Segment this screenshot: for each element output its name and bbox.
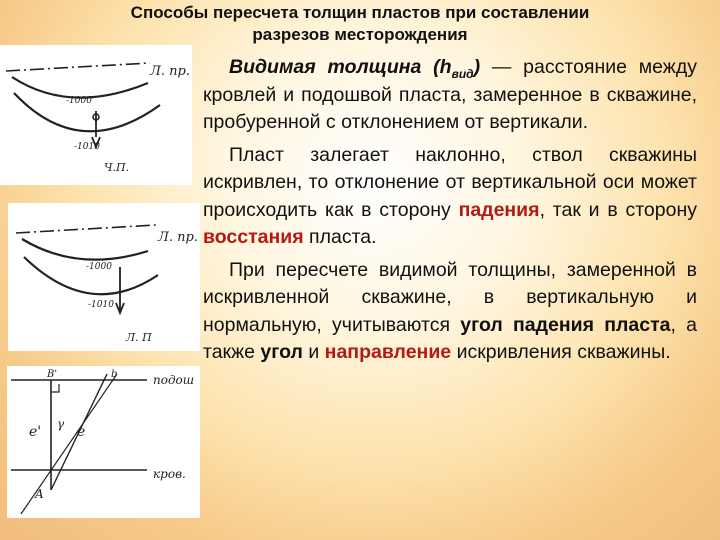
term-apparent-thickness: Видимая толщина (h <box>229 56 452 78</box>
label-l: e <box>77 424 86 440</box>
isoline-upper-label: -1000 <box>66 96 92 106</box>
text-segment: При пересчете видимой толщины, замеренной в искривленной скважине, в вертикальную и нормальную, учитываются <box>203 258 697 336</box>
highlight-angle: угол <box>260 341 303 363</box>
roof-line <box>16 225 156 233</box>
slide-title <box>60 2 660 46</box>
point-b: b <box>111 369 118 380</box>
roof-label: подош <box>153 373 195 387</box>
figure-1-drawing <box>0 45 192 185</box>
paragraph-recalculation <box>203 257 697 367</box>
figure-3-drawing <box>7 366 200 518</box>
label-gamma: γ <box>57 417 65 431</box>
definition-text: — расстояние между кровлей и подошвой пласта, замеренное в скважине, пробуренной с отклонением от вертикали. <box>203 56 697 133</box>
term-subscript: вид <box>451 66 474 81</box>
right-angle-mark <box>51 384 59 392</box>
figure-thickness-geometry <box>7 366 200 518</box>
isoline-upper <box>22 239 148 260</box>
base-label: Л. П <box>126 331 152 344</box>
text-segment: и <box>302 341 325 363</box>
highlight-rise: восстания <box>203 226 304 248</box>
base-label: кров. <box>153 467 186 481</box>
title-line-1: Способы пересчета толщин пластов при составлении <box>130 3 590 22</box>
term-close: ) <box>473 56 481 78</box>
highlight-dip-angle: угол падения пласта <box>460 313 671 336</box>
text-segment: пласта. <box>303 226 377 248</box>
label-l-prime: e' <box>29 424 42 440</box>
figure-deviated-well-2 <box>8 203 200 351</box>
paragraph-apparent-thickness <box>203 54 697 137</box>
roof-label: Л. пр. <box>158 230 198 245</box>
roof-line <box>6 63 150 71</box>
base-label: Ч.П. <box>104 161 130 174</box>
point-b-prime: B' <box>47 369 58 380</box>
text-segment: , а также <box>203 313 697 363</box>
point-a: A <box>35 487 44 501</box>
paragraph-inclined-layer <box>203 142 697 252</box>
figure-deviated-well-1 <box>0 45 192 185</box>
text-segment: искривления скважины. <box>451 341 671 363</box>
highlight-direction: направление <box>324 341 452 363</box>
main-text <box>203 54 697 372</box>
isoline-upper-label: -1000 <box>86 262 112 272</box>
text-segment: Пласт залегает наклонно, ствол скважины искривлен, то отклонение от вертикальной оси может происходить как в сторону <box>203 143 697 221</box>
text-segment: , так и в сторону <box>539 198 697 221</box>
highlight-dip: падения <box>458 198 540 221</box>
isoline-lower-label: -1010 <box>74 142 100 152</box>
isoline-upper <box>12 77 148 98</box>
isoline-lower-label: -1010 <box>88 300 114 310</box>
well-bore <box>116 267 124 313</box>
title-line-2: разрезов месторождения <box>252 25 468 44</box>
figure-2-drawing <box>8 203 200 351</box>
roof-label: Л. пр. <box>150 64 190 79</box>
